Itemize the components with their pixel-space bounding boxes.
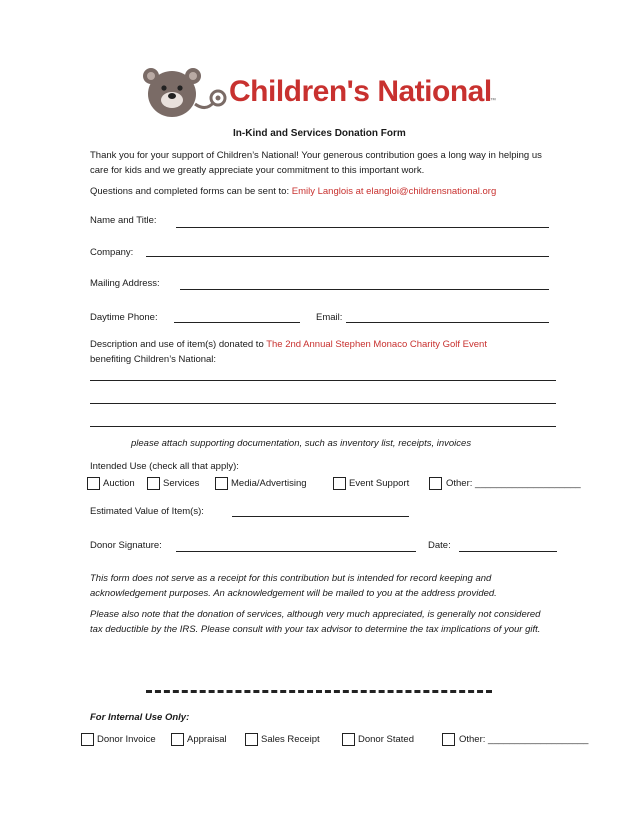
description-prefix: Description and use of item(s) donated to bbox=[90, 339, 267, 350]
checkbox-auction-label: Auction bbox=[103, 478, 135, 489]
checkbox-other-label: Other: ____________________ bbox=[446, 478, 581, 489]
daytime-phone-field[interactable] bbox=[174, 322, 300, 323]
intro-text: Thank you for your support of Children’s National! Your generous contribution goes a long way in helping us care for kids and we greatly appreciate your commitment to this important work. bbox=[90, 150, 542, 176]
checkbox-donor-invoice[interactable] bbox=[81, 733, 94, 746]
checkbox-media-advertising[interactable] bbox=[215, 477, 228, 490]
description-field-3[interactable] bbox=[90, 426, 556, 427]
checkbox-appraisal[interactable] bbox=[171, 733, 184, 746]
trademark-symbol: ™ bbox=[490, 98, 496, 104]
name-title-label: Name and Title: bbox=[90, 215, 157, 226]
checkbox-internal-other-label: Other: ___________________ bbox=[459, 734, 589, 745]
checkbox-sales-receipt[interactable] bbox=[245, 733, 258, 746]
form-title: In-Kind and Services Donation Form bbox=[233, 128, 406, 139]
email-field[interactable] bbox=[346, 322, 549, 323]
logo bbox=[138, 64, 508, 120]
description-line-1 bbox=[90, 337, 487, 352]
daytime-phone-label: Daytime Phone: bbox=[90, 312, 158, 323]
contact-prefix: Questions and completed forms can be sent to: bbox=[90, 186, 292, 197]
checkbox-media-advertising-label: Media/Advertising bbox=[231, 478, 307, 489]
checkbox-donor-stated[interactable] bbox=[342, 733, 355, 746]
donor-signature-field[interactable] bbox=[176, 551, 416, 552]
checkbox-appraisal-label: Appraisal bbox=[187, 734, 227, 745]
checkbox-internal-other[interactable] bbox=[442, 733, 455, 746]
internal-use-label: For Internal Use Only: bbox=[90, 712, 190, 723]
mailing-address-field[interactable] bbox=[180, 289, 549, 290]
date-label: Date: bbox=[428, 540, 451, 551]
checkbox-event-support-label: Event Support bbox=[349, 478, 410, 489]
checkbox-other[interactable] bbox=[429, 477, 442, 490]
checkbox-auction[interactable] bbox=[87, 477, 100, 490]
event-name: The 2nd Annual Stephen Monaco Charity Golf Event bbox=[266, 339, 487, 350]
donor-signature-label: Donor Signature: bbox=[90, 540, 162, 551]
mailing-address-label: Mailing Address: bbox=[90, 278, 160, 289]
intended-use-label: Intended Use (check all that apply): bbox=[90, 461, 239, 472]
attach-note: please attach supporting documentation, such as inventory list, receipts, invoices bbox=[131, 438, 472, 449]
date-field[interactable] bbox=[459, 551, 557, 552]
disclaimer-tax: Please also note that the donation of services, although very much appreciated, is generally not considered tax deductible by the IRS. Please consult with your tax advisor to determine the tax implications of your gift. bbox=[90, 609, 541, 635]
description-line-2: benefiting Children’s National: bbox=[90, 354, 217, 365]
checkbox-sales-receipt-label: Sales Receipt bbox=[261, 734, 320, 745]
description-field-1[interactable] bbox=[90, 380, 556, 381]
checkbox-event-support[interactable] bbox=[333, 477, 346, 490]
checkbox-services-label: Services bbox=[163, 478, 200, 489]
email-label: Email: bbox=[316, 312, 343, 323]
checkbox-donor-invoice-label: Donor Invoice bbox=[97, 734, 156, 745]
name-title-field[interactable] bbox=[176, 227, 549, 228]
description-field-2[interactable] bbox=[90, 403, 556, 404]
logo-wordmark: Children's National bbox=[229, 75, 492, 108]
disclaimer-receipt: This form does not serve as a receipt for this contribution but is intended for record keeping and acknowledgement purposes. An acknowledgement will be mailed to you at the address provided. bbox=[90, 573, 497, 599]
checkbox-services[interactable] bbox=[147, 477, 160, 490]
company-label: Company: bbox=[90, 247, 134, 258]
company-field[interactable] bbox=[146, 256, 549, 257]
checkbox-donor-stated-label: Donor Stated bbox=[358, 734, 414, 745]
bear-mascot-icon bbox=[138, 64, 232, 120]
contact-line bbox=[90, 184, 496, 199]
estimated-value-field[interactable] bbox=[232, 516, 409, 517]
estimated-value-label: Estimated Value of Item(s): bbox=[90, 506, 204, 517]
dashed-divider bbox=[146, 690, 492, 693]
contact-link[interactable]: Emily Langlois at elangloi@childrensnational.org bbox=[291, 186, 497, 197]
